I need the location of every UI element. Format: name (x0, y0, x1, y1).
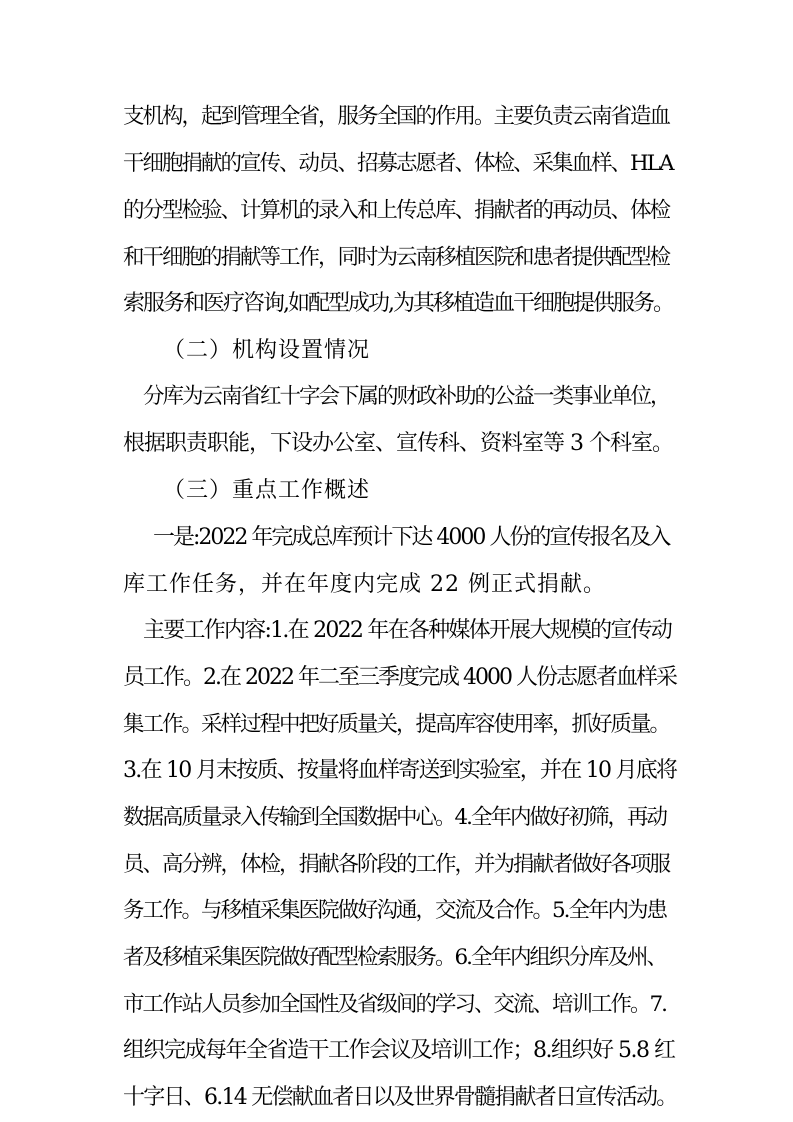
text-line: 数据高质量录入传输到全国数据中心。4.全年内做好初筛，再动 (123, 805, 667, 830)
text-line: 索服务和医疗咨询,如配型成功,为其移植造血干细胞提供服务。 (123, 291, 673, 316)
text-line: 务工作。与移植采集医院做好沟通，交流及合作。5.全年内为患 (123, 898, 667, 923)
text-line: 库工作任务，并在年度内完成 22 例正式捐献。 (123, 572, 606, 597)
text-line: 主要工作内容:1.在 2022 年在各种媒体开展大规模的宣传动 (143, 618, 672, 643)
text-line: 分库为云南省红十字会下属的财政补助的公益一类事业单位， (143, 384, 670, 409)
text-line: 3.在 10 月末按质、按量将血样寄送到实验室，并在 10 月底将 (123, 758, 677, 783)
text-line: 集工作。采样过程中把好质量关，提高库容使用率，抓好质量。 (123, 712, 670, 737)
text-line: 十字日、6.14 无偿献血者日以及世界骨髓捐献者日宣传活动。 (123, 1085, 677, 1110)
section-heading: （二）机构设置情况 (163, 338, 371, 363)
text-line: 员工作。2.在 2022 年二至三季度完成 4000 人份志愿者血样采 (123, 665, 676, 690)
text-line: 员、高分辨，体检，捐献各阶段的工作，并为捐献者做好各项服 (123, 852, 670, 877)
text-line: 市工作站人员参加全国性及省级间的学习、交流、培训工作。7. (123, 992, 667, 1017)
text-line: 组织完成每年全省造干工作会议及培训工作；8.组织好 5.8 红 (123, 1038, 675, 1063)
text-line: 的分型检验、计算机的录入和上传总库、捐献者的再动员、体检 (123, 198, 670, 223)
text-line: 支机构，起到管理全省，服务全国的作用。主要负责云南省造血 (123, 104, 670, 129)
text-line: 根据职责职能，下设办公室、宣传科、资料室等 3 个科室。 (123, 431, 673, 456)
text-line: 和干细胞的捐献等工作，同时为云南移植医院和患者提供配型检 (123, 245, 670, 270)
text-line: 者及移植采集医院做好配型检索服务。6.全年内组织分库及州、 (123, 945, 667, 970)
text-line: 干细胞捐献的宣传、动员、招募志愿者、体检、采集血样、HLA (123, 151, 673, 176)
text-line: 一是:2022 年完成总库预计下达 4000 人份的宣传报名及入 (153, 525, 670, 550)
section-heading: （三）重点工作概述 (163, 478, 371, 503)
